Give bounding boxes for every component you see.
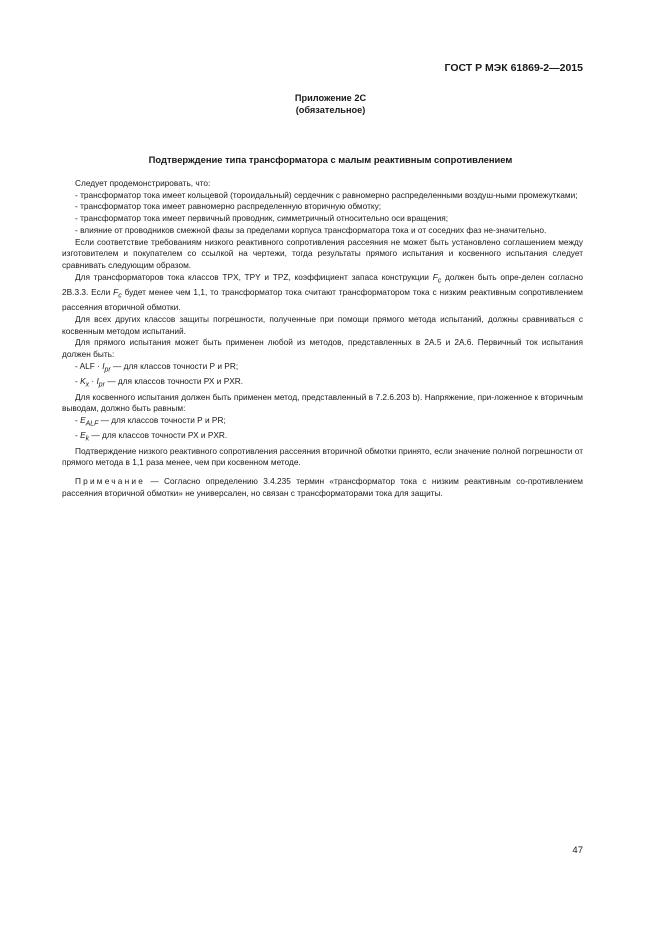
paragraph: Следует продемонстрировать, что: [75, 178, 211, 188]
paragraph: Для всех других классов защиты погрешности, полученные при помощи прямого метода испытаний, должны сравниваться с косвенным методом испытаний. [62, 314, 583, 336]
list-item: - трансформатор тока имеет первичный проводник, симметричный относительно оси вращения; [75, 213, 449, 224]
paragraph: Для прямого испытания может быть применен любой из методов, представленных в 2А.5 и 2А.6. Первичный ток испытания должен быть: [62, 337, 583, 360]
document-body [62, 178, 583, 500]
list-item: - $E_k$ — для классов точности РХ и PXR. [75, 430, 228, 443]
list-item: - $K_x \cdot I_{pr}$ — для классов точности РХ и PXR. [75, 376, 244, 389]
paragraph: Подтверждение низкого реактивного сопротивления рассеяния вторичной обмотки принято, если значение полной погрешности от прямого метода в 1,1 раза менее, чем при косвенном методе. [62, 445, 583, 468]
annex-title: Приложение 2С [294, 93, 367, 103]
note: Примечание — Согласно определению 3.4.235 термин «трансформатор тока с низким реактивным со-противлением рассеяния вторичной обмотки» не универсален, но связан с трансформаторами тока для защиты. [62, 476, 583, 498]
list-item: - трансформатор тока имеет кольцевой (тороидальный) сердечник с равномерно распределенными воздуш-ными промежутками; [75, 189, 578, 200]
note-text: Согласно определению 3.4.235 термин «трансформатор тока с низким реактивным со-противлением рассеяния вторичной обмотки» не универсален, но связан с трансформаторами тока для защиты. [62, 476, 583, 498]
annex-status: (обязательное) [295, 105, 366, 115]
note-label: Примечание [75, 476, 146, 487]
list-item: - ALF · $I_{pr}$ — для классов точности Р и PR; [75, 360, 239, 374]
list-item: - влияние от проводников смежной фазы за пределами корпуса трансформатора тока и от соседних фаз не-значительно. [75, 224, 547, 235]
list-item: - $E_{ALF}$ — для классов точности Р и PR; [75, 414, 226, 428]
list-item: - трансформатор тока имеет равномерно распределенную вторичную обмотку; [75, 201, 382, 212]
paragraph: Для трансформаторов тока классов TPX, TPY и TPZ, коэффициент запаса конструкции $F_c$ должен быть опре-делен согласно 2В.3.3. Если $F_c$ будет менее чем 1,1, то трансформатор тока считают трансформатором тока с низким реактивным сопротивлением рассеяния вторичной обмотки. [62, 271, 583, 313]
standard-code: ГОСТ Р МЭК 61869-2—2015 [444, 62, 583, 74]
page-number: 47 [572, 845, 583, 856]
section-title: Подтверждение типа трансформатора с малым реактивным сопротивлением [148, 154, 513, 165]
paragraph: Если соответствие требованиям низкого реактивного сопротивления рассеяния не может быть установлено соглашением между изготовителем и покупателем со ссылкой на чертежи, тогда результаты прямого испытания и косвенного испытания следует сравнивать следующим образом. [62, 236, 583, 270]
annex-heading [0, 92, 661, 116]
paragraph: Для косвенного испытания должен быть применен метод, представленный в 7.2.6.203 b). Напряжение, при-ложенное к вторичным выводам, должно быть равным: [62, 391, 583, 414]
